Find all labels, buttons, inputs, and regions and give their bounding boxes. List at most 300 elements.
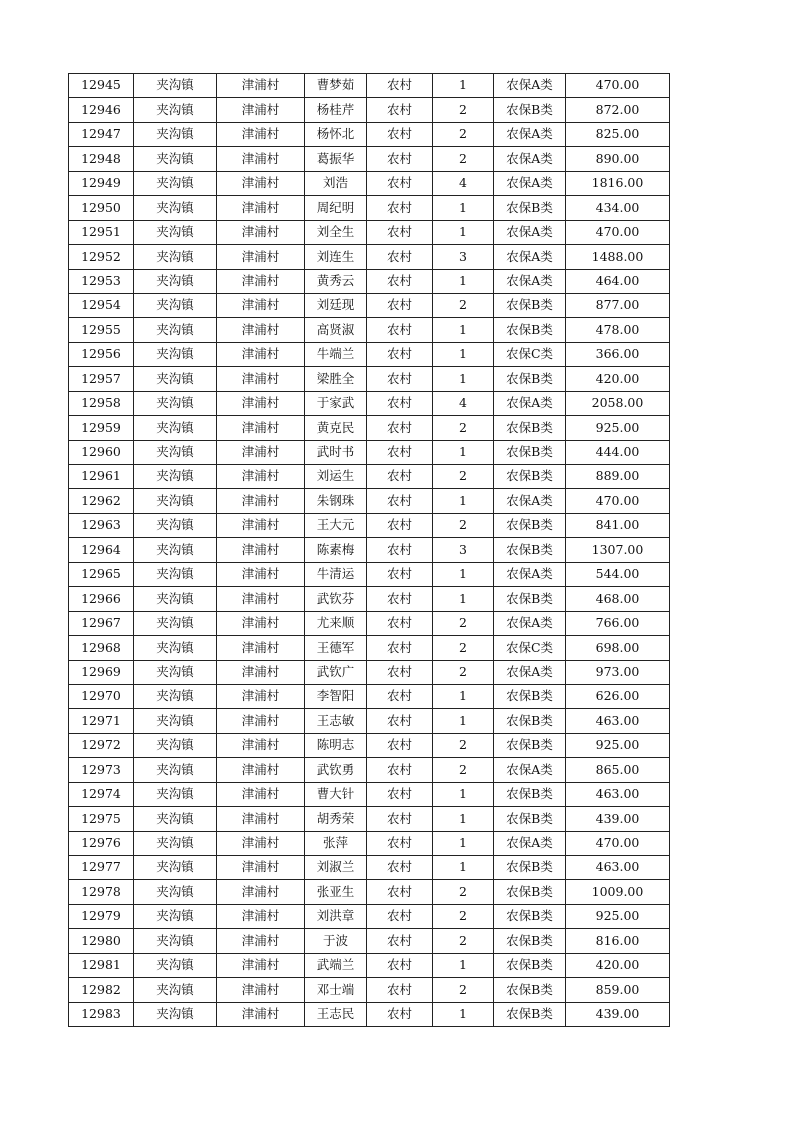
name-cell: 梁胜全: [305, 367, 367, 391]
insurance-category-cell: 农保B类: [494, 416, 566, 440]
name-cell: 杨桂芹: [305, 98, 367, 122]
member-count-cell: 1: [433, 367, 494, 391]
household-type-cell: 农村: [367, 538, 433, 562]
record-id-cell: 12957: [69, 367, 134, 391]
member-count-cell: 1: [433, 489, 494, 513]
member-count-cell: 1: [433, 1002, 494, 1026]
records-table-body: [69, 74, 670, 1027]
household-type-cell: 农村: [367, 74, 433, 98]
table-row: [69, 807, 670, 831]
record-id-cell: 12970: [69, 684, 134, 708]
village-cell: 津浦村: [217, 978, 305, 1002]
name-cell: 牛清运: [305, 562, 367, 586]
household-type-cell: 农村: [367, 342, 433, 366]
household-type-cell: 农村: [367, 587, 433, 611]
amount-cell: 1009.00: [566, 880, 670, 904]
amount-cell: 859.00: [566, 978, 670, 1002]
amount-cell: 420.00: [566, 953, 670, 977]
town-cell: 夹沟镇: [134, 122, 217, 146]
village-cell: 津浦村: [217, 513, 305, 537]
table-row: [69, 660, 670, 684]
village-cell: 津浦村: [217, 856, 305, 880]
insurance-category-cell: 农保B类: [494, 293, 566, 317]
member-count-cell: 2: [433, 758, 494, 782]
insurance-category-cell: 农保B类: [494, 1002, 566, 1026]
member-count-cell: 2: [433, 293, 494, 317]
town-cell: 夹沟镇: [134, 489, 217, 513]
record-id-cell: 12954: [69, 293, 134, 317]
name-cell: 高贤淑: [305, 318, 367, 342]
amount-cell: 890.00: [566, 147, 670, 171]
table-row: [69, 978, 670, 1002]
records-table: [68, 73, 670, 1027]
village-cell: 津浦村: [217, 98, 305, 122]
amount-cell: 470.00: [566, 831, 670, 855]
household-type-cell: 农村: [367, 440, 433, 464]
table-row: [69, 391, 670, 415]
town-cell: 夹沟镇: [134, 318, 217, 342]
name-cell: 刘浩: [305, 171, 367, 195]
record-id-cell: 12947: [69, 122, 134, 146]
table-row: [69, 904, 670, 928]
member-count-cell: 2: [433, 122, 494, 146]
village-cell: 津浦村: [217, 147, 305, 171]
village-cell: 津浦村: [217, 122, 305, 146]
amount-cell: 825.00: [566, 122, 670, 146]
member-count-cell: 1: [433, 318, 494, 342]
table-row: [69, 733, 670, 757]
household-type-cell: 农村: [367, 782, 433, 806]
member-count-cell: 2: [433, 978, 494, 1002]
table-row: [69, 562, 670, 586]
amount-cell: 463.00: [566, 709, 670, 733]
insurance-category-cell: 农保A类: [494, 758, 566, 782]
household-type-cell: 农村: [367, 489, 433, 513]
town-cell: 夹沟镇: [134, 440, 217, 464]
table-row: [69, 489, 670, 513]
household-type-cell: 农村: [367, 367, 433, 391]
insurance-category-cell: 农保A类: [494, 245, 566, 269]
member-count-cell: 4: [433, 391, 494, 415]
village-cell: 津浦村: [217, 929, 305, 953]
table-row: [69, 611, 670, 635]
town-cell: 夹沟镇: [134, 293, 217, 317]
record-id-cell: 12955: [69, 318, 134, 342]
record-id-cell: 12968: [69, 636, 134, 660]
amount-cell: 439.00: [566, 807, 670, 831]
table-row: [69, 293, 670, 317]
name-cell: 武钦芬: [305, 587, 367, 611]
table-row: [69, 538, 670, 562]
town-cell: 夹沟镇: [134, 684, 217, 708]
village-cell: 津浦村: [217, 293, 305, 317]
town-cell: 夹沟镇: [134, 831, 217, 855]
household-type-cell: 农村: [367, 807, 433, 831]
record-id-cell: 12977: [69, 856, 134, 880]
town-cell: 夹沟镇: [134, 74, 217, 98]
amount-cell: 544.00: [566, 562, 670, 586]
member-count-cell: 1: [433, 831, 494, 855]
amount-cell: 470.00: [566, 220, 670, 244]
amount-cell: 698.00: [566, 636, 670, 660]
amount-cell: 444.00: [566, 440, 670, 464]
town-cell: 夹沟镇: [134, 513, 217, 537]
name-cell: 刘连生: [305, 245, 367, 269]
member-count-cell: 2: [433, 147, 494, 171]
amount-cell: 366.00: [566, 342, 670, 366]
table-row: [69, 196, 670, 220]
household-type-cell: 农村: [367, 196, 433, 220]
town-cell: 夹沟镇: [134, 856, 217, 880]
name-cell: 张亚生: [305, 880, 367, 904]
household-type-cell: 农村: [367, 660, 433, 684]
household-type-cell: 农村: [367, 758, 433, 782]
insurance-category-cell: 农保A类: [494, 831, 566, 855]
village-cell: 津浦村: [217, 782, 305, 806]
name-cell: 牛端兰: [305, 342, 367, 366]
village-cell: 津浦村: [217, 440, 305, 464]
record-id-cell: 12983: [69, 1002, 134, 1026]
table-row: [69, 245, 670, 269]
town-cell: 夹沟镇: [134, 196, 217, 220]
name-cell: 李智阳: [305, 684, 367, 708]
insurance-category-cell: 农保B类: [494, 904, 566, 928]
insurance-category-cell: 农保B类: [494, 587, 566, 611]
household-type-cell: 农村: [367, 978, 433, 1002]
village-cell: 津浦村: [217, 807, 305, 831]
town-cell: 夹沟镇: [134, 807, 217, 831]
town-cell: 夹沟镇: [134, 709, 217, 733]
household-type-cell: 农村: [367, 171, 433, 195]
village-cell: 津浦村: [217, 1002, 305, 1026]
name-cell: 刘淑兰: [305, 856, 367, 880]
record-id-cell: 12953: [69, 269, 134, 293]
table-row: [69, 782, 670, 806]
record-id-cell: 12951: [69, 220, 134, 244]
record-id-cell: 12959: [69, 416, 134, 440]
table-row: [69, 74, 670, 98]
table-row: [69, 171, 670, 195]
record-id-cell: 12945: [69, 74, 134, 98]
amount-cell: 841.00: [566, 513, 670, 537]
insurance-category-cell: 农保B类: [494, 684, 566, 708]
name-cell: 武时书: [305, 440, 367, 464]
town-cell: 夹沟镇: [134, 416, 217, 440]
amount-cell: 889.00: [566, 465, 670, 489]
town-cell: 夹沟镇: [134, 391, 217, 415]
village-cell: 津浦村: [217, 220, 305, 244]
amount-cell: 766.00: [566, 611, 670, 635]
table-row: [69, 636, 670, 660]
table-row: [69, 929, 670, 953]
table-row: [69, 416, 670, 440]
insurance-category-cell: 农保B类: [494, 465, 566, 489]
amount-cell: 1307.00: [566, 538, 670, 562]
village-cell: 津浦村: [217, 831, 305, 855]
amount-cell: 1488.00: [566, 245, 670, 269]
table-row: [69, 880, 670, 904]
insurance-category-cell: 农保A类: [494, 171, 566, 195]
record-id-cell: 12972: [69, 733, 134, 757]
household-type-cell: 农村: [367, 416, 433, 440]
household-type-cell: 农村: [367, 147, 433, 171]
record-id-cell: 12981: [69, 953, 134, 977]
village-cell: 津浦村: [217, 171, 305, 195]
household-type-cell: 农村: [367, 684, 433, 708]
amount-cell: 872.00: [566, 98, 670, 122]
insurance-category-cell: 农保B类: [494, 807, 566, 831]
member-count-cell: 1: [433, 807, 494, 831]
amount-cell: 470.00: [566, 489, 670, 513]
amount-cell: 626.00: [566, 684, 670, 708]
town-cell: 夹沟镇: [134, 953, 217, 977]
village-cell: 津浦村: [217, 196, 305, 220]
name-cell: 武端兰: [305, 953, 367, 977]
insurance-category-cell: 农保A类: [494, 147, 566, 171]
name-cell: 张萍: [305, 831, 367, 855]
village-cell: 津浦村: [217, 880, 305, 904]
village-cell: 津浦村: [217, 953, 305, 977]
member-count-cell: 1: [433, 953, 494, 977]
amount-cell: 439.00: [566, 1002, 670, 1026]
member-count-cell: 2: [433, 513, 494, 537]
amount-cell: 470.00: [566, 74, 670, 98]
village-cell: 津浦村: [217, 342, 305, 366]
table-row: [69, 122, 670, 146]
table-row: [69, 220, 670, 244]
name-cell: 刘洪章: [305, 904, 367, 928]
record-id-cell: 12964: [69, 538, 134, 562]
village-cell: 津浦村: [217, 733, 305, 757]
table-row: [69, 684, 670, 708]
member-count-cell: 1: [433, 684, 494, 708]
name-cell: 刘运生: [305, 465, 367, 489]
household-type-cell: 农村: [367, 122, 433, 146]
amount-cell: 1816.00: [566, 171, 670, 195]
amount-cell: 925.00: [566, 904, 670, 928]
member-count-cell: 2: [433, 733, 494, 757]
amount-cell: 925.00: [566, 416, 670, 440]
village-cell: 津浦村: [217, 489, 305, 513]
name-cell: 陈明志: [305, 733, 367, 757]
record-id-cell: 12979: [69, 904, 134, 928]
name-cell: 陈素梅: [305, 538, 367, 562]
record-id-cell: 12966: [69, 587, 134, 611]
member-count-cell: 1: [433, 196, 494, 220]
insurance-category-cell: 农保A类: [494, 74, 566, 98]
table-row: [69, 367, 670, 391]
village-cell: 津浦村: [217, 660, 305, 684]
insurance-category-cell: 农保B类: [494, 856, 566, 880]
member-count-cell: 2: [433, 98, 494, 122]
record-id-cell: 12980: [69, 929, 134, 953]
table-row: [69, 856, 670, 880]
member-count-cell: 1: [433, 709, 494, 733]
town-cell: 夹沟镇: [134, 660, 217, 684]
town-cell: 夹沟镇: [134, 929, 217, 953]
member-count-cell: 1: [433, 562, 494, 586]
member-count-cell: 1: [433, 74, 494, 98]
insurance-category-cell: 农保A类: [494, 220, 566, 244]
village-cell: 津浦村: [217, 587, 305, 611]
name-cell: 邓士端: [305, 978, 367, 1002]
town-cell: 夹沟镇: [134, 220, 217, 244]
village-cell: 津浦村: [217, 538, 305, 562]
name-cell: 于家武: [305, 391, 367, 415]
table-row: [69, 831, 670, 855]
village-cell: 津浦村: [217, 758, 305, 782]
town-cell: 夹沟镇: [134, 904, 217, 928]
table-row: [69, 587, 670, 611]
town-cell: 夹沟镇: [134, 367, 217, 391]
village-cell: 津浦村: [217, 636, 305, 660]
household-type-cell: 农村: [367, 1002, 433, 1026]
member-count-cell: 2: [433, 880, 494, 904]
name-cell: 尤来顺: [305, 611, 367, 635]
record-id-cell: 12960: [69, 440, 134, 464]
insurance-category-cell: 农保A类: [494, 562, 566, 586]
household-type-cell: 农村: [367, 98, 433, 122]
insurance-category-cell: 农保B类: [494, 196, 566, 220]
town-cell: 夹沟镇: [134, 147, 217, 171]
name-cell: 王德军: [305, 636, 367, 660]
household-type-cell: 农村: [367, 465, 433, 489]
amount-cell: 865.00: [566, 758, 670, 782]
household-type-cell: 农村: [367, 929, 433, 953]
insurance-category-cell: 农保B类: [494, 733, 566, 757]
town-cell: 夹沟镇: [134, 245, 217, 269]
name-cell: 杨怀北: [305, 122, 367, 146]
table-row: [69, 465, 670, 489]
town-cell: 夹沟镇: [134, 611, 217, 635]
insurance-category-cell: 农保B类: [494, 953, 566, 977]
town-cell: 夹沟镇: [134, 465, 217, 489]
insurance-category-cell: 农保B类: [494, 538, 566, 562]
household-type-cell: 农村: [367, 733, 433, 757]
household-type-cell: 农村: [367, 636, 433, 660]
town-cell: 夹沟镇: [134, 636, 217, 660]
household-type-cell: 农村: [367, 293, 433, 317]
record-id-cell: 12956: [69, 342, 134, 366]
record-id-cell: 12946: [69, 98, 134, 122]
record-id-cell: 12962: [69, 489, 134, 513]
table-row: [69, 953, 670, 977]
table-row: [69, 318, 670, 342]
name-cell: 王志敏: [305, 709, 367, 733]
member-count-cell: 2: [433, 465, 494, 489]
name-cell: 武钦广: [305, 660, 367, 684]
name-cell: 胡秀荣: [305, 807, 367, 831]
member-count-cell: 2: [433, 904, 494, 928]
insurance-category-cell: 农保B类: [494, 98, 566, 122]
record-id-cell: 12969: [69, 660, 134, 684]
amount-cell: 468.00: [566, 587, 670, 611]
household-type-cell: 农村: [367, 831, 433, 855]
village-cell: 津浦村: [217, 367, 305, 391]
member-count-cell: 2: [433, 660, 494, 684]
name-cell: 于波: [305, 929, 367, 953]
table-row: [69, 98, 670, 122]
table-row: [69, 342, 670, 366]
town-cell: 夹沟镇: [134, 171, 217, 195]
insurance-category-cell: 农保B类: [494, 782, 566, 806]
member-count-cell: 1: [433, 220, 494, 244]
member-count-cell: 1: [433, 782, 494, 806]
amount-cell: 463.00: [566, 856, 670, 880]
table-row: [69, 758, 670, 782]
household-type-cell: 农村: [367, 220, 433, 244]
village-cell: 津浦村: [217, 465, 305, 489]
table-row: [69, 440, 670, 464]
record-id-cell: 12949: [69, 171, 134, 195]
town-cell: 夹沟镇: [134, 562, 217, 586]
record-id-cell: 12971: [69, 709, 134, 733]
record-id-cell: 12950: [69, 196, 134, 220]
town-cell: 夹沟镇: [134, 978, 217, 1002]
record-id-cell: 12965: [69, 562, 134, 586]
record-id-cell: 12976: [69, 831, 134, 855]
amount-cell: 816.00: [566, 929, 670, 953]
insurance-category-cell: 农保B类: [494, 513, 566, 537]
village-cell: 津浦村: [217, 269, 305, 293]
town-cell: 夹沟镇: [134, 1002, 217, 1026]
insurance-category-cell: 农保B类: [494, 929, 566, 953]
record-id-cell: 12952: [69, 245, 134, 269]
household-type-cell: 农村: [367, 611, 433, 635]
record-id-cell: 12982: [69, 978, 134, 1002]
insurance-category-cell: 农保A类: [494, 391, 566, 415]
name-cell: 王志民: [305, 1002, 367, 1026]
name-cell: 周纪明: [305, 196, 367, 220]
town-cell: 夹沟镇: [134, 733, 217, 757]
amount-cell: 434.00: [566, 196, 670, 220]
name-cell: 刘全生: [305, 220, 367, 244]
table-row: [69, 1002, 670, 1026]
name-cell: 王大元: [305, 513, 367, 537]
insurance-category-cell: 农保B类: [494, 978, 566, 1002]
town-cell: 夹沟镇: [134, 342, 217, 366]
member-count-cell: 4: [433, 171, 494, 195]
name-cell: 曹梦茹: [305, 74, 367, 98]
record-id-cell: 12961: [69, 465, 134, 489]
town-cell: 夹沟镇: [134, 880, 217, 904]
town-cell: 夹沟镇: [134, 269, 217, 293]
record-id-cell: 12975: [69, 807, 134, 831]
insurance-category-cell: 农保A类: [494, 122, 566, 146]
household-type-cell: 农村: [367, 245, 433, 269]
amount-cell: 925.00: [566, 733, 670, 757]
name-cell: 刘廷现: [305, 293, 367, 317]
member-count-cell: 2: [433, 636, 494, 660]
member-count-cell: 2: [433, 416, 494, 440]
insurance-category-cell: 农保A类: [494, 489, 566, 513]
member-count-cell: 1: [433, 856, 494, 880]
household-type-cell: 农村: [367, 513, 433, 537]
table-row: [69, 269, 670, 293]
village-cell: 津浦村: [217, 245, 305, 269]
household-type-cell: 农村: [367, 318, 433, 342]
town-cell: 夹沟镇: [134, 782, 217, 806]
name-cell: 曹大针: [305, 782, 367, 806]
amount-cell: 464.00: [566, 269, 670, 293]
insurance-category-cell: 农保B类: [494, 709, 566, 733]
record-id-cell: 12967: [69, 611, 134, 635]
table-row: [69, 709, 670, 733]
village-cell: 津浦村: [217, 562, 305, 586]
insurance-category-cell: 农保C类: [494, 342, 566, 366]
member-count-cell: 1: [433, 440, 494, 464]
town-cell: 夹沟镇: [134, 587, 217, 611]
